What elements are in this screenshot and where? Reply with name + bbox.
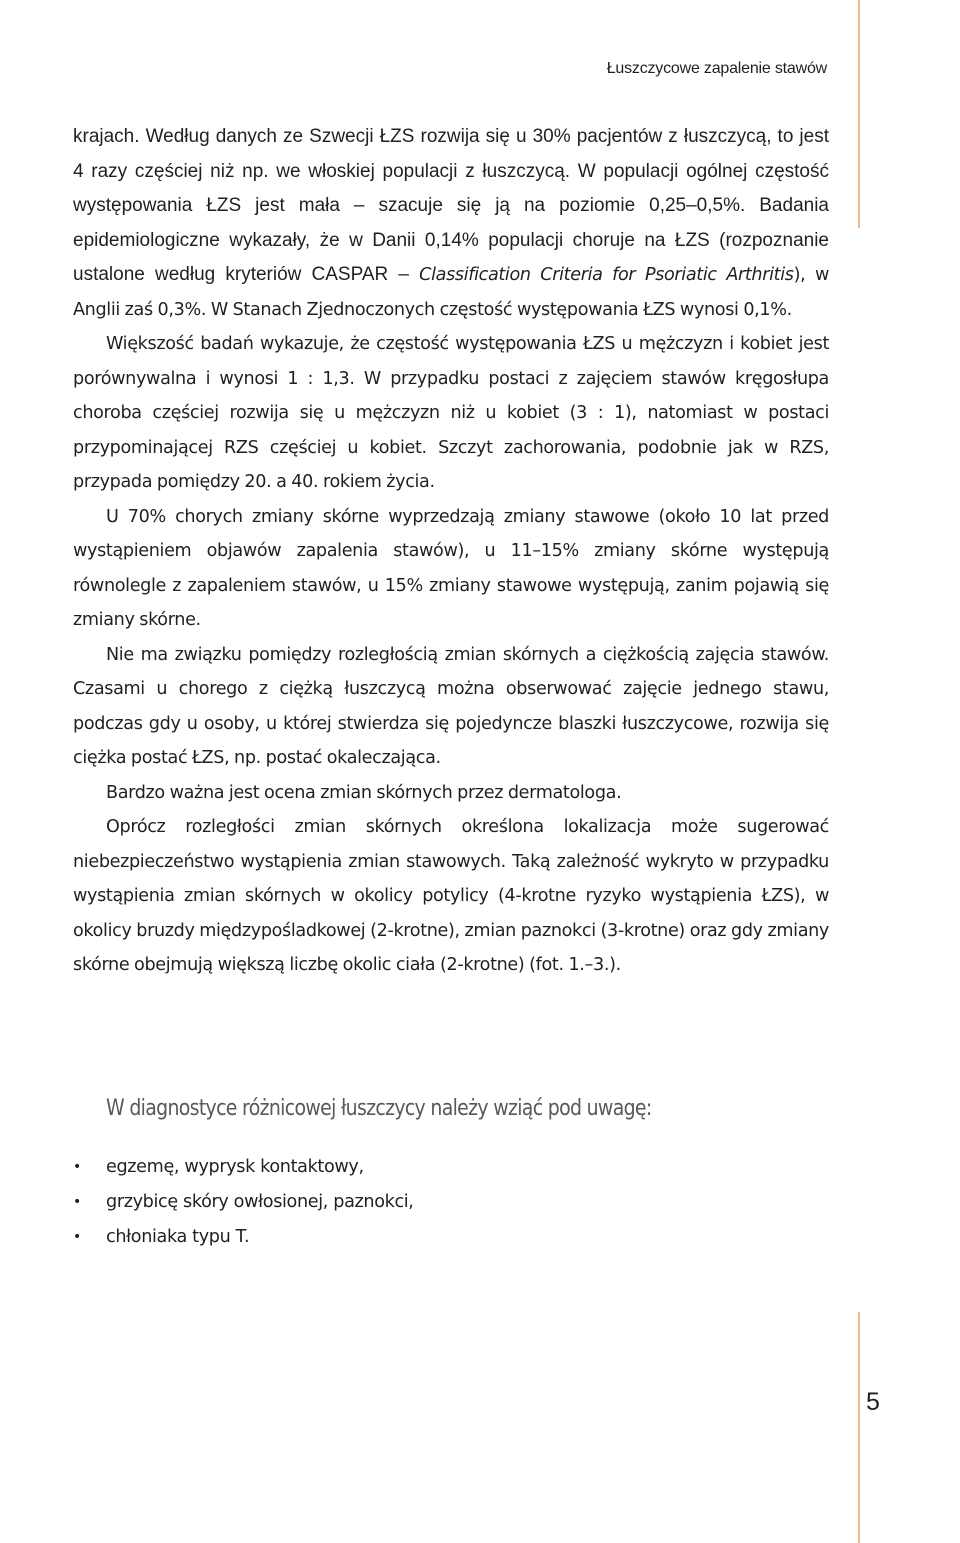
list-item — [73, 1150, 414, 1185]
paragraph-3: U 70% chorych zmiany skórne wyprzedzają zmiany stawowe (około 10 lat przed wystąpieniem objawów zapalenia stawów), u 11–15% zmiany skórne występują równolegle z zapaleniem stawów, u 15% zmiany stawowe występują, zanim pojawią się zmiany skórne. — [73, 506, 829, 630]
bullet-icon: • — [73, 1159, 81, 1175]
margin-rule-top — [858, 0, 860, 228]
page-number: 5 — [866, 1388, 880, 1416]
paragraph-1-tail: ), w Anglii zaś 0,3%. W Stanach Zjednoczonych częstość występowania ŁZS wynosi 0,1%. — [73, 265, 829, 320]
paragraph-1 — [73, 120, 829, 327]
paragraph-2: Większość badań wykazuje, że częstość występowania ŁZS u mężczyzn i kobiet jest porównywalna i wynosi 1 : 1,3. W przypadku postaci z zajęciem stawów kręgosłupa choroba częściej rozwija się u mężczyzn niż u kobiet (3 : 1), natomiast w postaci przypominającej RZS częściej u kobiet. Szczyt zachorowania, podobnie jak w RZS, przypada pomiędzy 20. a 40. rokiem życia. — [73, 334, 829, 492]
margin-rule-bottom — [858, 1312, 860, 1543]
list-item — [73, 1185, 414, 1220]
differential-diagnosis-list — [73, 1150, 414, 1255]
list-item-text: egzemę, wyprysk kontaktowy, — [106, 1157, 364, 1177]
list-item — [73, 1220, 414, 1255]
paragraph-5: Bardzo ważna jest ocena zmian skórnych przez dermatologa. — [106, 782, 622, 803]
paragraph-1-italic: Classification Criteria for Psoriatic Arthritis — [419, 265, 794, 285]
list-item-text: grzybicę skóry owłosionej, paznokci, — [106, 1192, 414, 1212]
paragraph-6: Oprócz rozległości zmian skórnych określona lokalizacja może sugerować niebezpieczeństwo wystąpienia zmian stawowych. Taką zależność wykryto w przypadku wystąpienia zmian skórnych w okolicy potylicy (4-krotne ryzyko wystąpienia ŁZS), w okolicy bruzdy międzypośladkowej (2-krotne), zmian paznokci (3-krotne) oraz gdy zmiany skórne obejmują większą liczbę okolic ciała (2-krotne) (fot. 1.–3.). — [73, 817, 829, 975]
paragraph-4: Nie ma związku pomiędzy rozległością zmian skórnych a ciężkością zajęcia stawów. Czasami u chorego z ciężką łuszczycą można obserwować zajęcie jednego stawu, podczas gdy u osoby, u której stwierdza się pojedyncze blaszki łuszczycowe, rozwija się ciężka postać ŁZS, np. postać okaleczająca. — [73, 644, 829, 768]
section-heading: W diagnostyce różnicowej łuszczycy należy wziąć pod uwagę: — [106, 1096, 652, 1121]
list-item-text: chłoniaka typu T. — [106, 1227, 250, 1247]
main-body-text — [73, 120, 829, 983]
running-header: Łuszczycowe zapalenie stawów — [606, 60, 827, 77]
bullet-icon: • — [73, 1229, 81, 1245]
paragraph-1-text: krajach. Według danych ze Szwecji ŁZS rozwija się u 30% pacjentów z łuszczycą, to jest 4 razy częściej niż np. we włoskiej populacji z łuszczycą. W populacji ogólnej częstość występowania ŁZS jest mała – szacuje się ją na poziomie 0,25–0,5%. Badania epidemiologiczne wykazały, że w Danii 0,14% populacji choruje na ŁZS (rozpoznanie ustalone według kryteriów CASPAR – — [73, 126, 829, 285]
bullet-icon: • — [73, 1194, 81, 1210]
